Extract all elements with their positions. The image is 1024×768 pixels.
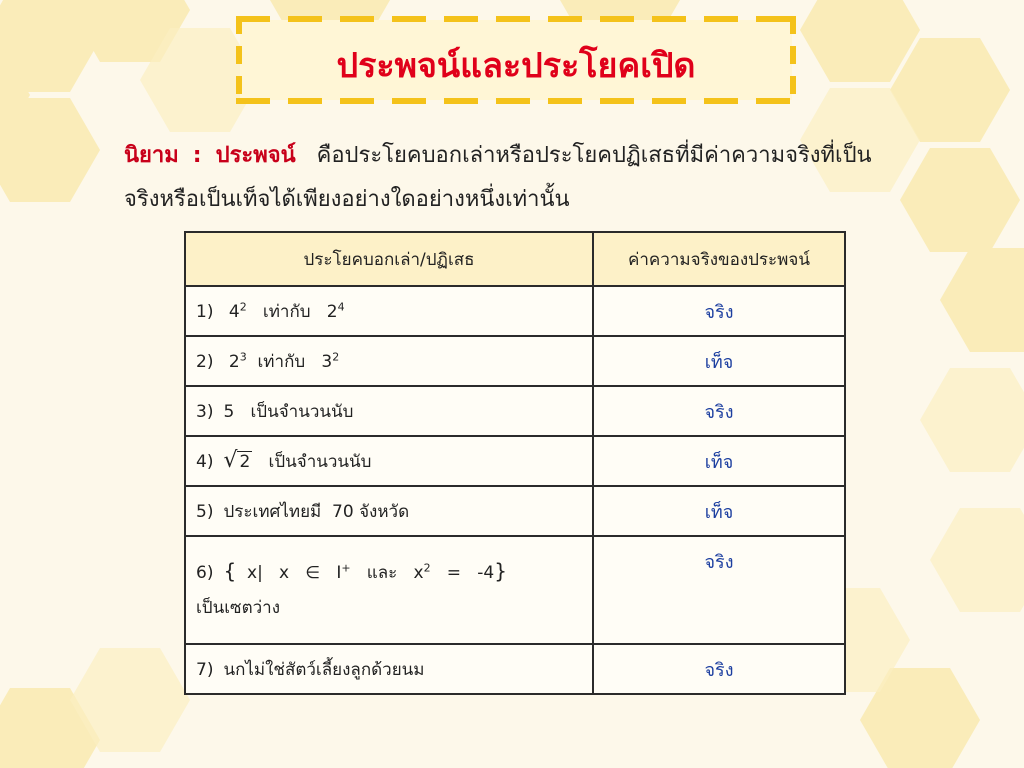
- statement-word: เท่ากับ: [262, 301, 311, 322]
- exponent: 3: [239, 349, 247, 363]
- table-row: [185, 644, 845, 694]
- statement-cell: [185, 286, 593, 336]
- truth-cell: จริง: [593, 644, 845, 694]
- truth-cell: จริง: [593, 536, 845, 644]
- definition-label: นิยาม: [124, 143, 179, 168]
- variable: x: [413, 563, 424, 583]
- statement-cell: [185, 486, 593, 536]
- variable: x: [247, 563, 258, 583]
- base: 3: [321, 351, 333, 372]
- title-border-bottom: [236, 98, 796, 104]
- exponent: 2: [423, 561, 431, 575]
- statement-text: นกไม่ใช่สัตว์เลี้ยงลูกด้วยนม: [223, 659, 425, 680]
- set-brace-right: }: [494, 559, 507, 583]
- header-truth-value: ค่าความจริงของประพจน์: [593, 232, 845, 286]
- table-row: [185, 536, 845, 644]
- base: 2: [228, 351, 240, 372]
- superscript-plus: +: [341, 561, 351, 575]
- statement-text: ประเทศไทยมี 70 จังหวัด: [223, 501, 410, 522]
- row-number: 4): [196, 451, 214, 472]
- definition-separator: :: [192, 143, 202, 168]
- definition-line-1: [124, 134, 924, 178]
- statement-text: เป็นจำนวนนับ: [268, 451, 372, 472]
- equals: =: [446, 563, 462, 583]
- definition-term: ประพจน์: [215, 143, 296, 168]
- row-number: 7): [196, 659, 214, 680]
- table-row: [185, 386, 845, 436]
- truth-cell: เท็จ: [593, 486, 845, 536]
- exponent: 4: [337, 299, 345, 313]
- truth-cell: เท็จ: [593, 436, 845, 486]
- base: 2: [326, 301, 338, 322]
- row-number: 6): [196, 563, 214, 583]
- truth-cell: จริง: [593, 386, 845, 436]
- radicand: 2: [239, 451, 251, 472]
- statement-cell: [185, 536, 593, 644]
- row-number: 3): [196, 401, 214, 422]
- truth-cell: เท็จ: [593, 336, 845, 386]
- statement-cell: [185, 336, 593, 386]
- element-of: ∈: [305, 563, 321, 583]
- rhs-value: -4: [477, 563, 495, 583]
- row-number: 1): [196, 301, 214, 322]
- row-number: 5): [196, 501, 214, 522]
- table-row: [185, 486, 845, 536]
- statement-word: เท่ากับ: [257, 351, 306, 372]
- table-row: [185, 286, 845, 336]
- variable: x: [279, 563, 290, 583]
- header-statement: ประโยคบอกเล่า/ปฏิเสธ: [185, 232, 593, 286]
- page-title: ประพจน์และประโยคเปิด: [336, 46, 696, 86]
- table-header-row: [185, 232, 845, 286]
- exponent: 2: [332, 349, 340, 363]
- title-border-top: [236, 16, 796, 22]
- statement-text: 5 เป็นจำนวนนับ: [223, 401, 354, 422]
- and-word: และ: [366, 563, 398, 583]
- definition-line-2: จริงหรือเป็นเท็จได้เพียงอย่างใดอย่างหนึ่งเท่านั้น: [124, 187, 570, 212]
- statement-line-2: เป็นเซตว่าง: [196, 598, 281, 618]
- definition-block: [124, 134, 924, 222]
- set-name: I: [336, 563, 342, 583]
- row-number: 2): [196, 351, 214, 372]
- table-row: [185, 336, 845, 386]
- sqrt-symbol: √: [223, 447, 238, 473]
- statement-cell: [185, 644, 593, 694]
- definition-text-1: คือประโยคบอกเล่าหรือประโยคปฏิเสธที่มีค่าความจริงที่เป็น: [316, 143, 872, 168]
- statement-cell: [185, 436, 593, 486]
- set-expression: [196, 559, 592, 586]
- set-brace-left: {: [223, 559, 237, 583]
- proposition-table: [184, 231, 846, 695]
- title-banner: [240, 20, 792, 100]
- table-row: [185, 436, 845, 486]
- exponent: 2: [239, 299, 247, 313]
- base: 4: [228, 301, 240, 322]
- truth-cell: จริง: [593, 286, 845, 336]
- such-that: |: [257, 563, 263, 583]
- statement-cell: [185, 386, 593, 436]
